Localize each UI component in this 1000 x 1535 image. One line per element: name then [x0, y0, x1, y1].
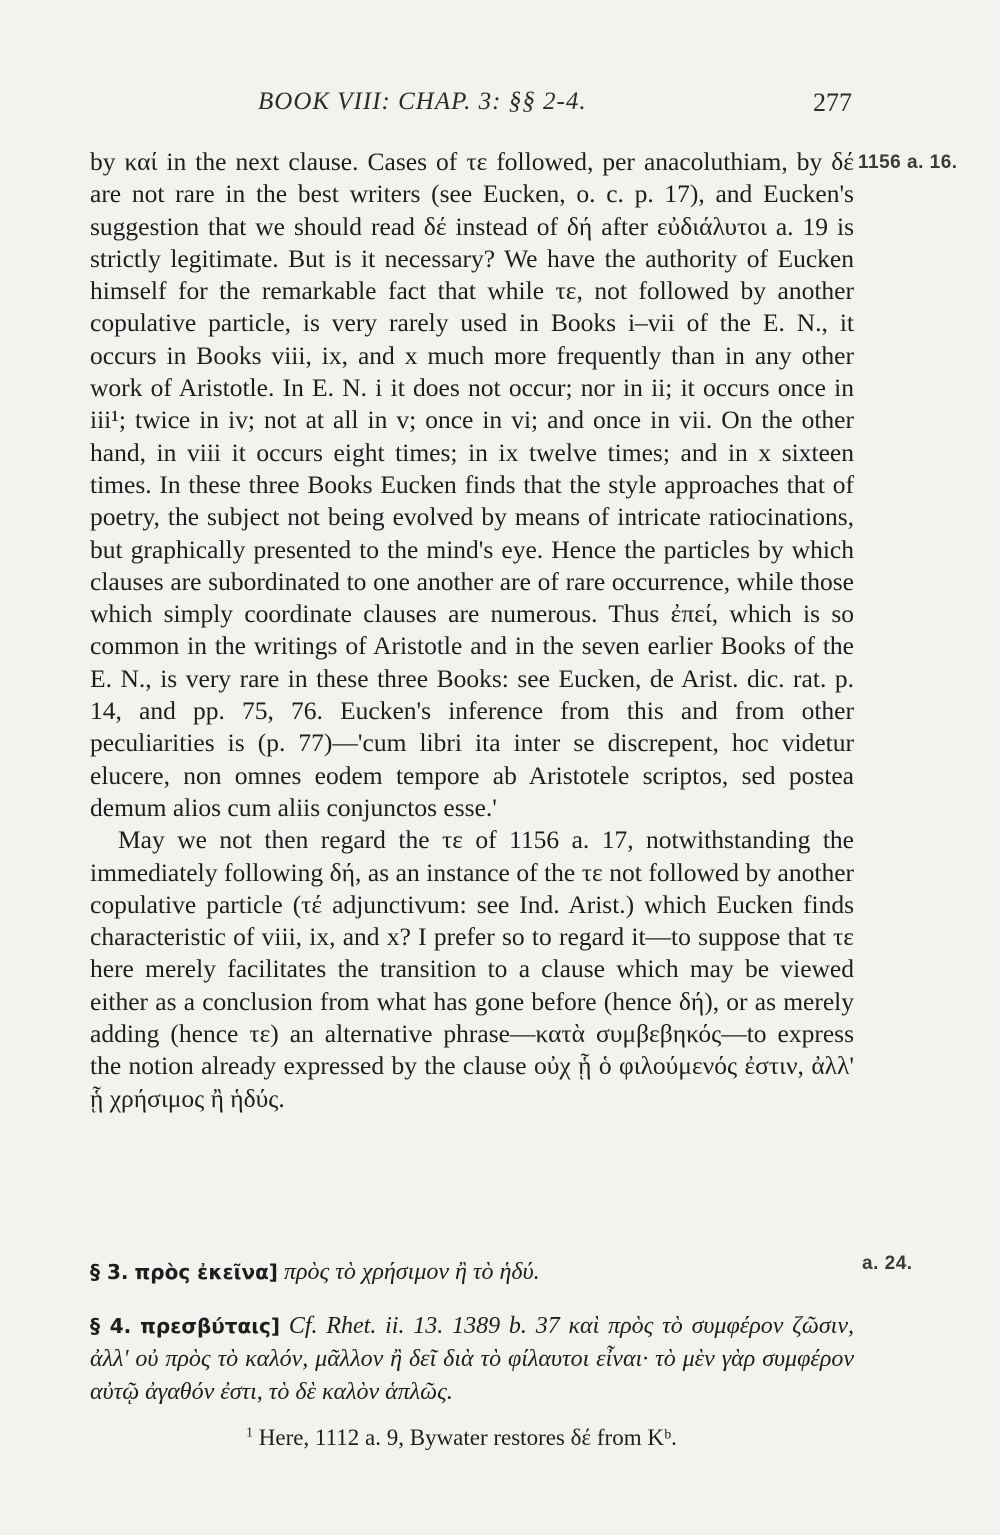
page-header: [90, 88, 852, 128]
section-lemma: πρὸς ἐκεῖνα]: [134, 1260, 278, 1284]
running-head: BOOK VIII: CHAP. 3: §§ 2-4.: [258, 88, 587, 115]
paragraph: May we not then regard the τε of 1156 a. 17, notwithstanding the immediately following δή, as an instance of the τε not followed by another copulative particle (τέ adjunctivum: see Ind. Arist.) which Eucken finds characteristic of viii, ix, and x? I prefer so to regard it—to suppose that τε here merely facilitates the transition to a clause which may be viewed either as a conclusion from what has gone before (hence δή), or as merely adding (hence τε) an alternative phrase—κατὰ συμβεβηκός—to express the notion already expressed by the clause οὐχ ᾗ ὁ φιλούμενός ἐστιν, ἀλλ' ᾗ χρήσιμος ἢ ἡδύς.: [90, 825, 854, 1113]
footnote: [246, 1425, 677, 1451]
section-4-note: [90, 1310, 854, 1409]
section-label: § 3.: [90, 1260, 129, 1284]
page-number: 277: [813, 88, 852, 117]
footnote-marker: 1: [246, 1425, 253, 1441]
margin-reference: 1156 a. 16.: [858, 152, 958, 173]
section-lemma: πρεσβύταις]: [140, 1314, 281, 1338]
footnote-text: Here, 1112 a. 9, Bywater restores δέ from Kᵇ.: [258, 1425, 677, 1450]
margin-reference: a. 24.: [862, 1253, 913, 1274]
commentary-body: [90, 146, 854, 1115]
paragraph: by καί in the next clause. Cases of τε followed, per anacoluthiam, by δέ are not rare in the best writers (see Eucken, o. c. p. 17), and Eucken's suggestion that we should read δέ instead of δή after εὐδιάλυτοι a. 19 is strictly legitimate. But is it necessary? We have the authority of Eucken himself for the remarkable fact that while τε, not followed by another copulative particle, is very rarely used in Books i–vii of the E. N., it occurs in Books viii, ix, and x much more frequently than in any other work of Aristotle. In E. N. i it does not occur; nor in ii; it occurs once in iii¹; twice in iv; not at all in v; once in vi; and once in vii. On the other hand, in viii it occurs eight times; in ix twelve times; and in x sixteen times. In these three Books Eucken finds that the style approaches that of poetry, the subject not being evolved by means of intricate ratiocinations, but graphically presented to the mind's eye. Hence the particles by which clauses are subordinated to one another are of rare occurrence, while those which simply coordinate clauses are numerous. Thus ἐπεί, which is so common in the writings of Aristotle and in the seven earlier Books of the E. N., is very rare in these three Books: see Eucken, de Arist. dic. rat. p. 14, and pp. 75, 76. Eucken's inference from this and from other peculiarities is (p. 77)—'cum libri ita inter se discrepent, hoc videtur elucere, non omnes eodem tempore ab Aristotele scriptos, sed postea demum alios cum aliis conjunctos esse.': [90, 147, 854, 822]
section-3-note: [90, 1256, 854, 1289]
section-text: Cf. Rhet. ii. 13. 1389 b. 37 καὶ πρὸς τὸ συμφέρον ζῶσιν, ἀλλ' οὐ πρὸς τὸ καλόν, μᾶλλον ἢ δεῖ διὰ τὸ φίλαυτοι εἶναι· τὸ μὲν γὰρ συμφέρον αὐτῷ ἀγαθόν ἐστι, τὸ δὲ καλὸν ἁπλῶς.: [90, 1313, 854, 1405]
section-text: πρὸς τὸ χρήσιμον ἢ τὸ ἡδύ.: [283, 1259, 540, 1285]
section-label: § 4.: [90, 1314, 132, 1338]
